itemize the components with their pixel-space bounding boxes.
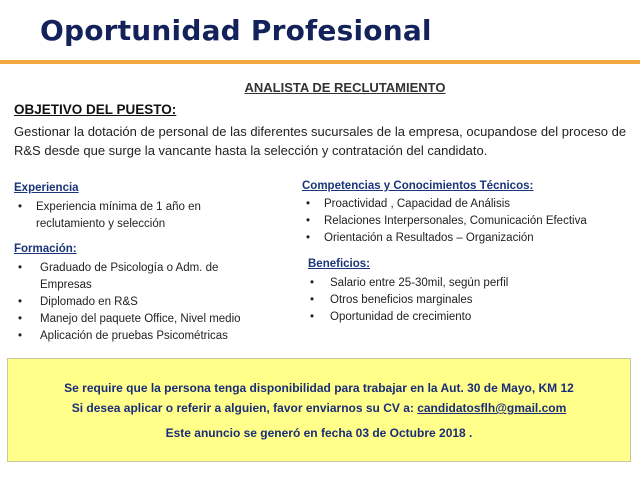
bullet-icon: • bbox=[310, 311, 315, 323]
benefits-heading: Beneficios: bbox=[308, 258, 370, 270]
objective-heading: OBJETIVO DEL PUESTO: bbox=[14, 102, 177, 117]
bullet-icon: • bbox=[306, 215, 311, 227]
bullet-icon: • bbox=[310, 294, 315, 306]
competencies-heading: Competencias y Conocimientos Técnicos: bbox=[302, 180, 534, 192]
list-item: • Salario entre 25-30mil, según perfil bbox=[310, 275, 630, 292]
list-item: • Diplomado en R&S bbox=[18, 294, 268, 311]
education-heading: Formación: bbox=[14, 243, 77, 255]
list-item: • Graduado de Psicología o Adm. de Empresas bbox=[18, 262, 219, 291]
page-title: Oportunidad Profesional bbox=[40, 14, 432, 47]
list-item: • Oportunidad de crecimiento bbox=[310, 309, 630, 326]
list-item: • Proactividad , Capacidad de Análisis bbox=[306, 196, 636, 213]
bullet-icon: • bbox=[18, 330, 23, 342]
list-item: • Experiencia mínima de 1 año en reclutamiento y selección bbox=[18, 201, 201, 230]
bullet-icon: • bbox=[310, 277, 315, 289]
apply-text: Si desea aplicar o referir a alguien, favor enviarnos su CV a: bbox=[71, 401, 418, 415]
list-item: • Orientación a Resultados – Organización bbox=[306, 230, 636, 247]
bullet-icon: • bbox=[18, 296, 23, 308]
bullet-icon: • bbox=[306, 198, 311, 210]
bullet-icon: • bbox=[18, 262, 23, 274]
footer-notice bbox=[7, 358, 631, 462]
date-note: Este anuncio se generó en fecha 03 de Octubre 2018 . bbox=[165, 426, 473, 440]
objective-text: Gestionar la dotación de personal de las diferentes sucursales de la empresa, ocupandose del proceso de R&S desde que surge la vancante hasta la selección y contratación del candidato. bbox=[14, 124, 627, 158]
availability-note: Se require que la persona tenga disponibilidad para trabajar en la Aut. 30 de Mayo, KM 12 bbox=[64, 381, 574, 395]
bullet-icon: • bbox=[306, 232, 311, 244]
education-list bbox=[18, 260, 268, 345]
experience-list bbox=[18, 199, 218, 233]
email-link[interactable]: candidatosflh@gmail.com bbox=[417, 401, 567, 415]
job-title: ANALISTA DE RECLUTAMIENTO bbox=[244, 80, 446, 95]
competencies-list bbox=[306, 196, 636, 247]
bullet-icon: • bbox=[18, 313, 23, 325]
bullet-icon: • bbox=[18, 201, 23, 213]
experience-heading: Experiencia bbox=[14, 182, 79, 194]
list-item: • Manejo del paquete Office, Nivel medio bbox=[18, 311, 268, 328]
list-item: • Otros beneficios marginales bbox=[310, 292, 630, 309]
accent-divider bbox=[0, 60, 640, 64]
list-item: • Aplicación de pruebas Psicométricas bbox=[18, 328, 268, 345]
apply-note bbox=[8, 401, 630, 415]
benefits-list bbox=[310, 275, 630, 326]
list-item: • Relaciones Interpersonales, Comunicación Efectiva bbox=[306, 213, 636, 230]
